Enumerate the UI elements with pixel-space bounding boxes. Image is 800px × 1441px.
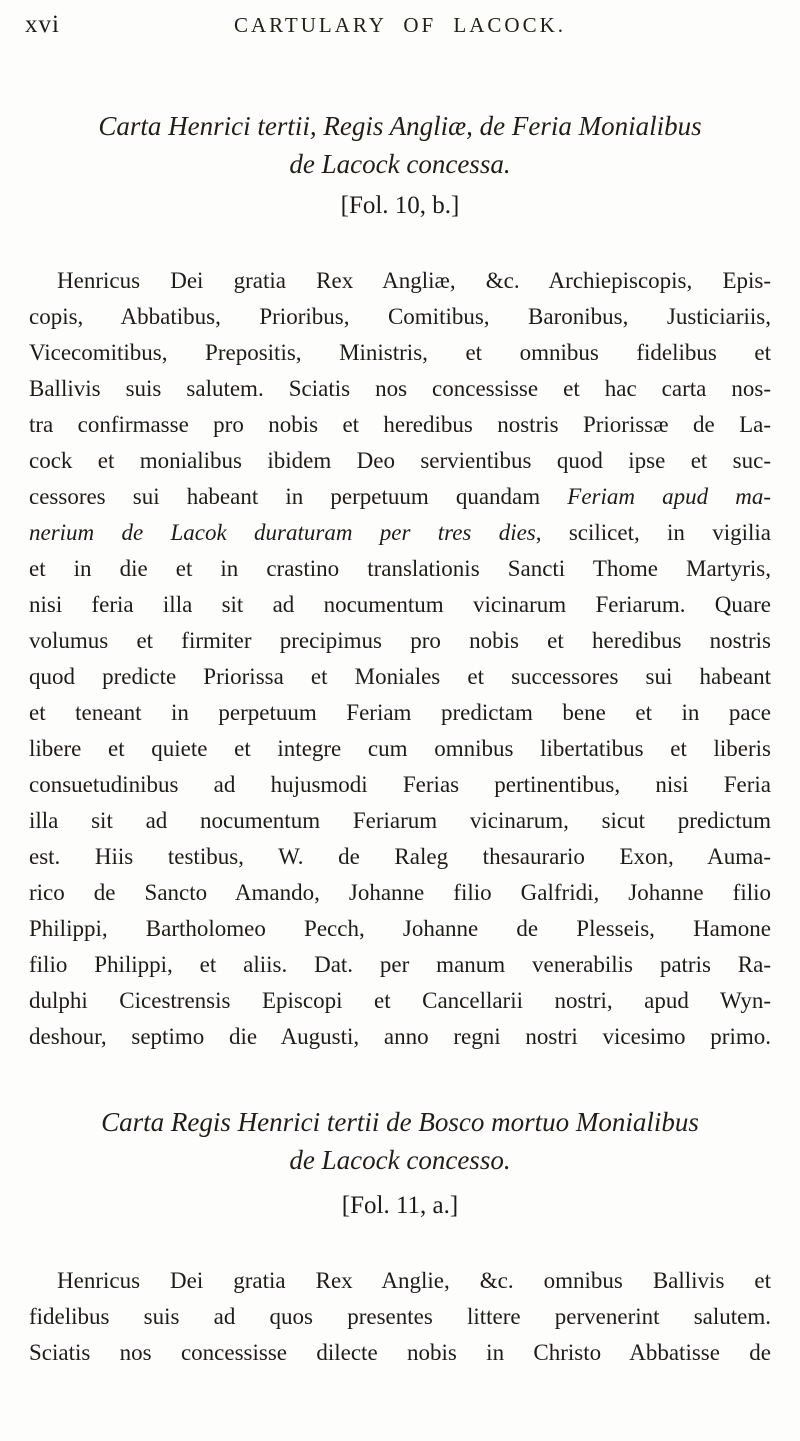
text-line — [29, 803, 771, 839]
text-line — [29, 623, 771, 659]
text-segment: filio Philippi, et aliis. Dat. per manum venerabilis patris Ra- — [29, 952, 771, 977]
charter-section — [0, 1103, 800, 1371]
text-segment: Philippi, Bartholomeo Pecch, Johanne de Plesseis, Hamone — [29, 916, 771, 941]
charter-heading-line: de Lacock concessa. — [289, 149, 511, 179]
text-line — [29, 875, 771, 911]
text-segment: rico de Sancto Amando, Johanne filio Galfridi, Johanne filio — [29, 880, 771, 905]
text-line — [29, 983, 771, 1019]
text-line — [29, 947, 771, 983]
text-line — [29, 839, 771, 875]
text-line — [29, 587, 771, 623]
text-line — [29, 479, 771, 515]
text-line — [29, 371, 771, 407]
folio-reference: [Fol. 10, b.] — [340, 192, 460, 219]
text-line — [29, 659, 771, 695]
text-line — [29, 1299, 771, 1335]
text-segment: nisi feria illa sit ad nocumentum vicinarum Feriarum. Quare — [29, 592, 771, 617]
text-segment: , scilicet, in vigilia — [535, 520, 771, 545]
charter-heading — [0, 107, 800, 183]
latin-phrase-italic: Feriam apud ma- — [567, 484, 772, 509]
text-segment: Sciatis nos concessisse dilecte nobis in Christo Abbatisse de — [29, 1340, 771, 1365]
page-number: xvi — [25, 11, 60, 38]
text-segment: volumus et firmiter precipimus pro nobis et heredibus nostris — [29, 628, 771, 653]
text-line — [29, 335, 771, 371]
text-line — [29, 767, 771, 803]
text-segment: Ballivis suis salutem. Sciatis nos concessisse et hac carta nos- — [29, 376, 771, 401]
text-segment: Henricus Dei gratia Rex Angliæ, &c. Archiepiscopis, Epis- — [57, 268, 771, 293]
charter-heading-line: Carta Henrici tertii, Regis Angliæ, de Feria Monialibus — [98, 111, 702, 141]
text-line — [29, 1019, 771, 1055]
text-line — [29, 443, 771, 479]
text-segment: deshour, septimo die Augusti, anno regni nostri vicesimo primo. — [29, 1024, 771, 1049]
latin-phrase-italic: nerium de Lacok duraturam per tres dies — [29, 520, 536, 545]
charter-body — [0, 263, 800, 1055]
text-line — [29, 515, 771, 551]
text-segment: et teneant in perpetuum Feriam predictam bene et in pace — [29, 700, 771, 725]
text-segment: consuetudinibus ad hujusmodi Ferias pertinentibus, nisi Feria — [29, 772, 771, 797]
folio-reference: [Fol. 11, a.] — [341, 1192, 459, 1219]
text-segment: cock et monialibus ibidem Deo servientibus quod ipse et suc- — [29, 448, 771, 473]
charter-body — [0, 1263, 800, 1371]
text-line — [29, 407, 771, 443]
text-line — [29, 1263, 771, 1299]
text-line — [29, 731, 771, 767]
charter-heading — [0, 1103, 800, 1179]
page-body — [0, 107, 800, 1371]
text-segment: quod predicte Priorissa et Moniales et successores sui habeant — [29, 664, 771, 689]
running-head — [0, 0, 800, 43]
text-line — [29, 1335, 771, 1371]
text-segment: Henricus Dei gratia Rex Anglie, &c. omnibus Ballivis et — [57, 1268, 771, 1293]
text-segment: cessores sui habeant in perpetuum quandam — [29, 484, 568, 509]
text-segment: illa sit ad nocumentum Feriarum vicinarum, sicut predictum — [29, 808, 771, 833]
text-line — [29, 263, 771, 299]
charter-heading-line: de Lacock concesso. — [289, 1145, 511, 1175]
text-segment: libere et quiete et integre cum omnibus libertatibus et liberis — [29, 736, 771, 761]
text-line — [29, 299, 771, 335]
text-line — [29, 551, 771, 587]
text-line — [29, 911, 771, 947]
text-segment: copis, Abbatibus, Prioribus, Comitibus, Baronibus, Justiciariis, — [29, 304, 771, 329]
text-segment: Vicecomitibus, Prepositis, Ministris, et omnibus fidelibus et — [29, 340, 771, 365]
text-segment: et in die et in crastino translationis Sancti Thome Martyris, — [29, 556, 771, 581]
text-segment: fidelibus suis ad quos presentes littere pervenerint salutem. — [29, 1304, 771, 1329]
charter-section — [0, 107, 800, 1055]
text-line — [29, 695, 771, 731]
charter-heading-line: Carta Regis Henrici tertii de Bosco mortuo Monialibus — [101, 1107, 699, 1137]
text-segment: est. Hiis testibus, W. de Raleg thesaurario Exon, Auma- — [29, 844, 771, 869]
running-title: CARTULARY OF LACOCK. — [233, 13, 567, 37]
text-segment: tra confirmasse pro nobis et heredibus nostris Priorissæ de La- — [29, 412, 771, 437]
text-segment: dulphi Cicestrensis Episcopi et Cancellarii nostri, apud Wyn- — [29, 988, 771, 1013]
